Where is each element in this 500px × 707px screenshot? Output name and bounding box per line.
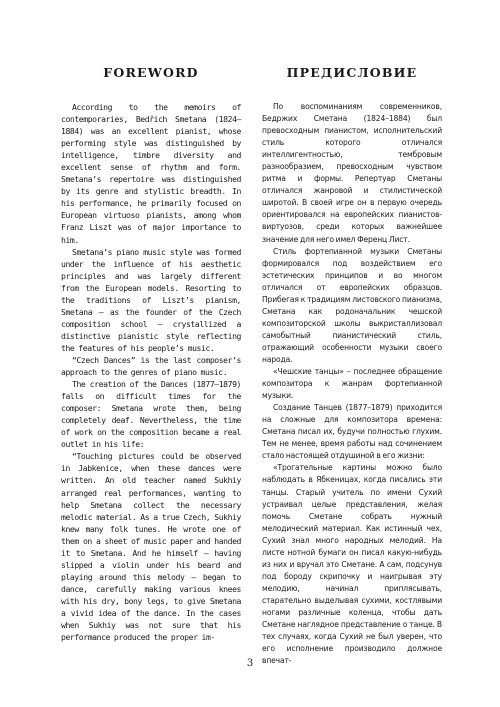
russian-paragraph: «Чешские танцы» – последнее обращение композитора к жанрам фортепианной музыки. xyxy=(262,367,442,401)
russian-paragraph: Создание Танцев (1877–1879) приходится на сложные для композитора времена: Сметана писал их, будучи полностью глухим. Тем не менее, время работы над сочинением стало настоящей отдушиной в его жизни: xyxy=(262,403,442,461)
english-title: FOREWORD xyxy=(103,65,199,80)
russian-paragraph: Стиль фортепианной музыки Сметаны формировался под воздействием его эстетических принципов и во многом отличался от европейских образцов. Прибегая к традициям листовского пианизма, Сметана как родоначальник чешской композиторской школы выкристаллизовал самобытный пианистический стиль, отражающий особенности музыки своего народа. xyxy=(262,246,442,364)
english-paragraph: “Czech Dances” is the last composer’s approach to the genres of piano music. xyxy=(61,354,241,378)
page-number: 3 xyxy=(246,658,254,669)
english-paragraph: “Touching pictures could be observed in Jabkenice, when these dances were written. An old teacher named Sukhiy arranged real performances, wanting to help Smetana collect the necessary melodic material. As a true Czech, Sukhiy knew many folk tunes. He wrote one of them on a sheet of music paper and handed it to Smetana. And he himself – having slipped a violin under his beard and playing around this melody – began to dance, carefully making various knees with his dry, bony legs, to give Smetana a vivid idea of the dance. In the cases when Sukhiy was not sure that his performance produced the proper im- xyxy=(61,451,241,643)
english-column xyxy=(61,66,241,643)
russian-title: ПРЕДИСЛОВИЕ xyxy=(286,65,418,80)
russian-paragraph: «Трогательные картины можно было наблюдать в Ябкеницах, когда писались эти танцы. Старый учитель по имени Сухий устраивал целые представления, желая помочь Сметане собрать нужный мелодический материал. Как истинный чех, Сухий знал много народных мелодий. На листе нотной бумаги он писал какую-нибудь из них и вручал это Сметане. А сам, подсунув под бороду скрипочку и наигрывая эту мелодию, начинал приплясывать, старательно выделывая сухими, костлявыми ногами различные коленца, чтобы дать Сметане наглядное представление о танце. В тех случаях, когда Сухий не был уверен, что его исполнение производило должное впечат- xyxy=(262,463,442,666)
russian-column xyxy=(262,66,442,667)
english-paragraph: Smetana’s piano music style was formed under the influence of his aesthetic principles and was largely different from the European models. Resorting to the traditions of Liszt’s pianism, Smetana – as the founder of the Czech composition school – crystallized a distinctive pianistic style reflecting the features of his people’s music. xyxy=(61,246,241,353)
english-paragraph: The creation of the Dances (1877–1879) falls on difficult times for the composer: Smetana wrote them, being completely deaf. Nevertheless, the time of work on the composition became a real outlet in his life: xyxy=(61,379,241,450)
english-paragraph: According to the memoirs of contemporaries, Bedřich Smetana (1824–1884) was an excellent pianist, whose performing style was distinguished by intelligence, timbre diversity and excellent sense of rhythm and form. Smetana’s repertoire was distinguished by its genre and stylistic breadth. In his performance, he primarily focused on European virtuoso pianists, among whom Franz Liszt was of major importance to him. xyxy=(61,102,241,245)
russian-paragraph: По воспоминаниям современников, Бедржих Сметана (1824–1884) был превосходным пианистом, исполнительский стиль которого отличался интеллигентностью, тембровым разнообразием, превосходным чувством ритма и формы. Репертуар Сметаны отличался жанровой и стилистической широтой. В своей игре он в первую очередь ориентировался на европейских пианистов-виртуозов, среди которых важнейшее значение для него имел Ференц Лист. xyxy=(262,102,442,244)
